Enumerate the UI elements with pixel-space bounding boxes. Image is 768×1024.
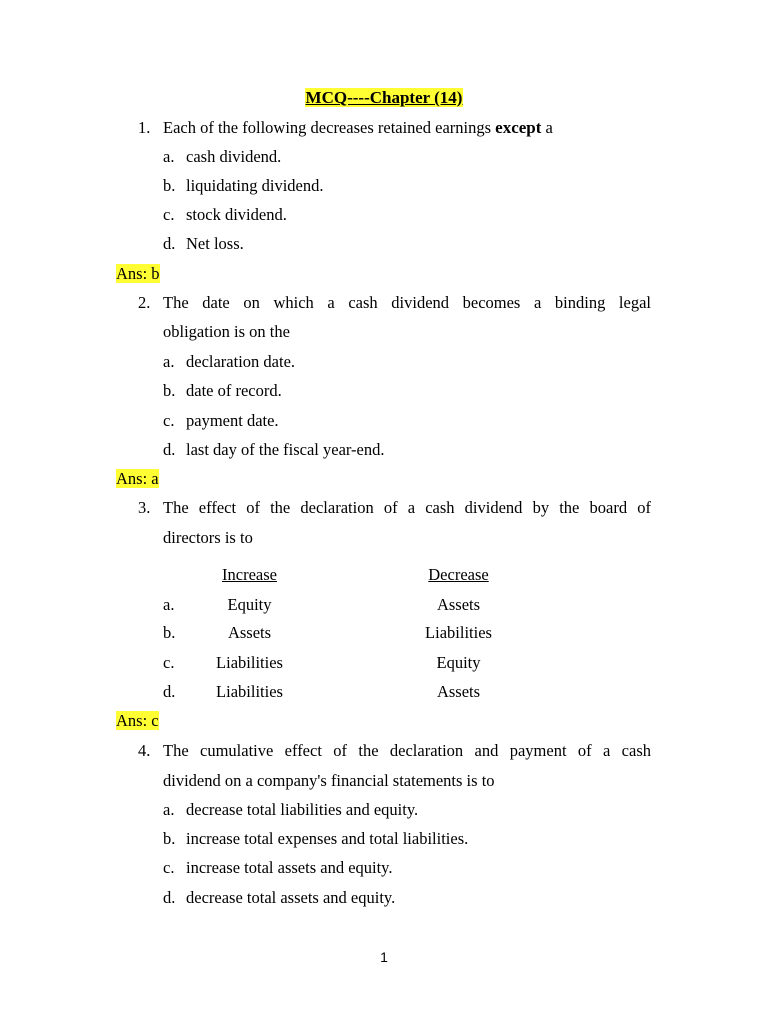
question-3-row-a-decrease: Assets (436, 595, 481, 614)
question-4-option-d-letter: d. (163, 888, 176, 907)
question-2-text-line-1: The date on which a cash dividend becomes a binding legal (163, 293, 651, 312)
question-4-option-c-letter: c. (163, 858, 175, 877)
question-1-option-a-letter: a. (163, 147, 175, 166)
question-1-option-b: liquidating dividend. (186, 176, 324, 195)
question-3-row-c-letter: c. (163, 653, 175, 672)
column-header-increase: Increase (222, 565, 277, 584)
question-3-row-d-letter: d. (163, 682, 176, 701)
question-3-row-c-increase: Liabilities (216, 653, 283, 672)
question-1-number: 1. (138, 118, 151, 137)
question-4-option-a-letter: a. (163, 800, 175, 819)
question-1-emphasis: except (495, 118, 542, 137)
question-3-text-line-2: directors is to (163, 528, 253, 547)
question-3-row-b-decrease: Liabilities (425, 623, 492, 642)
question-3-number: 3. (138, 498, 151, 517)
question-3-answer: Ans: c (116, 711, 159, 730)
question-3-row-b-letter: b. (163, 623, 176, 642)
page-number: 1 (380, 949, 388, 965)
question-2-option-a: declaration date. (186, 352, 296, 371)
question-3-row-d-increase: Liabilities (216, 682, 283, 701)
column-header-decrease: Decrease (428, 565, 489, 584)
question-1-text: Each of the following decreases retained earnings except a (163, 118, 553, 137)
question-2-option-c-letter: c. (163, 411, 175, 430)
question-4-text-line-1: The cumulative effect of the declaration and payment of a cash (163, 741, 651, 760)
question-1-option-b-letter: b. (163, 176, 176, 195)
question-2-option-b: date of record. (186, 381, 282, 400)
question-2-option-d: last day of the fiscal year-end. (186, 440, 385, 459)
question-4-number: 4. (138, 741, 151, 760)
question-1-option-d: Net loss. (186, 234, 244, 253)
question-3-row-a-letter: a. (163, 595, 175, 614)
question-3-text-line-1: The effect of the declaration of a cash dividend by the board of (163, 498, 651, 517)
question-3-row-d-decrease: Assets (436, 682, 481, 701)
question-3-row-b-increase: Assets (227, 623, 272, 642)
question-4-option-c: increase total assets and equity. (186, 858, 393, 877)
page-title: MCQ----Chapter (14) (305, 88, 463, 107)
question-2-option-a-letter: a. (163, 352, 175, 371)
question-3-row-c-decrease: Equity (436, 653, 481, 672)
question-2-option-d-letter: d. (163, 440, 176, 459)
question-4-option-b: increase total expenses and total liabilities. (186, 829, 469, 848)
question-2-option-b-letter: b. (163, 381, 176, 400)
question-4-text-line-2: dividend on a company's financial statements is to (163, 771, 495, 790)
question-4-option-b-letter: b. (163, 829, 176, 848)
question-1-option-a: cash dividend. (186, 147, 282, 166)
question-3-row-a-increase: Equity (227, 595, 272, 614)
question-1-answer: Ans: b (116, 264, 160, 283)
question-1-option-d-letter: d. (163, 234, 176, 253)
question-4-option-a: decrease total liabilities and equity. (186, 800, 419, 819)
question-2-text-line-2: obligation is on the (163, 322, 290, 341)
question-1-option-c: stock dividend. (186, 205, 287, 224)
question-1-option-c-letter: c. (163, 205, 175, 224)
question-4-option-d: decrease total assets and equity. (186, 888, 396, 907)
question-2-answer: Ans: a (116, 469, 159, 488)
question-2-number: 2. (138, 293, 151, 312)
question-2-option-c: payment date. (186, 411, 279, 430)
